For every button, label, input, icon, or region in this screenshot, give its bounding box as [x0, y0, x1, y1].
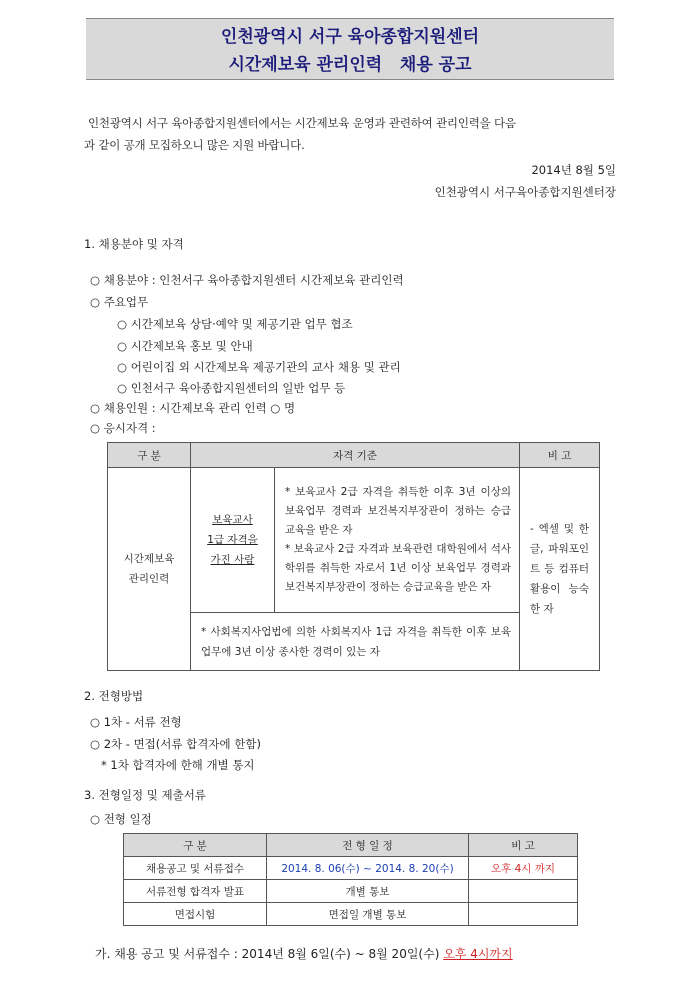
step-2: ○ 2차 - 면접(서류 합격자에 한함) [90, 737, 261, 751]
criteria-b-cell: * 사회복지사업법에 의한 사회복지사 1급 자격을 취득한 이후 보육업무에 3년 이상 종사한 경력이 있는 자 [191, 613, 520, 671]
title-banner [86, 18, 614, 80]
schedule-note [469, 880, 578, 903]
section-1-heading: 1. 채용분야 및 자격 [84, 237, 184, 251]
section-2-heading: 2. 전형방법 [84, 689, 144, 703]
field-line: ○ 채용분야 : 인천서구 육아종합지원센터 시간제보육 관리인력 [90, 273, 404, 287]
schedule-date: 2014. 8. 06(수) ~ 2014. 8. 20(수) [267, 857, 469, 880]
intro-line-2: 과 같이 공개 모집하오니 많은 지원 바랍니다. [84, 138, 305, 152]
duty-item: ○ 시간제보육 홍보 및 안내 [117, 339, 253, 353]
table-row [124, 880, 578, 903]
table-header: 전 형 일 정 [267, 834, 469, 857]
schedule-date: 면접일 개별 통보 [267, 903, 469, 926]
table-header: 구 분 [124, 834, 267, 857]
schedule-label: 채용공고 및 서류접수 [124, 857, 267, 880]
footer-text: 가. 채용 공고 및 서류접수 : 2014년 8월 6일(수) ~ 8월 20일(수) [95, 947, 444, 961]
qualification-heading: ○ 응시자격 : [90, 421, 156, 435]
table-header: 비 고 [469, 834, 578, 857]
announcement-date: 2014년 8월 5일 [531, 163, 616, 177]
duty-item: ○ 어린이집 외 시간제보육 제공기관의 교사 채용 및 관리 [117, 360, 401, 374]
table-header: 구 분 [108, 443, 191, 468]
schedule-label: 면접시험 [124, 903, 267, 926]
duty-item: ○ 시간제보육 상담·예약 및 제공기관 업무 협조 [117, 317, 353, 331]
step-note: * 1차 합격자에 한해 개별 통지 [101, 758, 255, 772]
signer: 인천광역시 서구육아종합지원센터장 [434, 185, 616, 199]
schedule-heading: ○ 전형 일정 [90, 812, 152, 826]
duties-heading: ○ 주요업무 [90, 295, 149, 309]
headcount-line: ○ 채용인원 : 시간제보육 관리 인력 ○ 명 [90, 401, 296, 415]
page-title: 인천광역시 서구 육아종합지원센터 [220, 27, 480, 47]
table-header: 비 고 [520, 443, 600, 468]
table-row [124, 903, 578, 926]
category-cell: 시간제보육 관리인력 [108, 468, 191, 671]
table-header-row [124, 834, 578, 857]
section-3-heading: 3. 전형일정 및 제출서류 [84, 788, 206, 802]
footer-highlight: 오후 4시까지 [443, 947, 513, 961]
note-cell: - 엑셀 및 한글, 파워포인트 등 컴퓨터 활용이 능숙한 자 [520, 468, 600, 671]
sub-label-cell: 보육교사 1급 자격을 가진 사람 [191, 468, 275, 613]
table-header: 자격 기준 [191, 443, 520, 468]
step-1: ○ 1차 - 서류 전형 [90, 715, 182, 729]
intro-line-1: 인천광역시 서구 육아종합지원센터에서는 시간제보육 운영과 관련하여 관리인력을 다음 [88, 116, 516, 130]
criteria-a-cell: * 보육교사 2급 자격을 취득한 이후 3년 이상의 보육업무 경력과 보건복지부장관이 정하는 승급교육을 받은 자 * 보육교사 2급 자격과 보육관련 대학원에서 석사학위를 취득한 자로서 1년 이상 보육업무 경력과 보건복지부장관이 정하는 승급교육을 받은 자 [275, 468, 520, 613]
footer-line [95, 945, 513, 962]
duty-item: ○ 인천서구 육아종합지원센터의 일반 업무 등 [117, 381, 346, 395]
table-row [124, 857, 578, 880]
table-header-row [108, 443, 600, 468]
intro-paragraph [84, 112, 616, 156]
schedule-table [123, 833, 578, 926]
schedule-date: 개별 통보 [267, 880, 469, 903]
qualification-table [107, 442, 600, 671]
page-subtitle: 시간제보육 관리인력 채용 공고 [228, 55, 472, 75]
schedule-note [469, 903, 578, 926]
schedule-note: 오후 4시 까지 [469, 857, 578, 880]
schedule-label: 서류전형 합격자 발표 [124, 880, 267, 903]
